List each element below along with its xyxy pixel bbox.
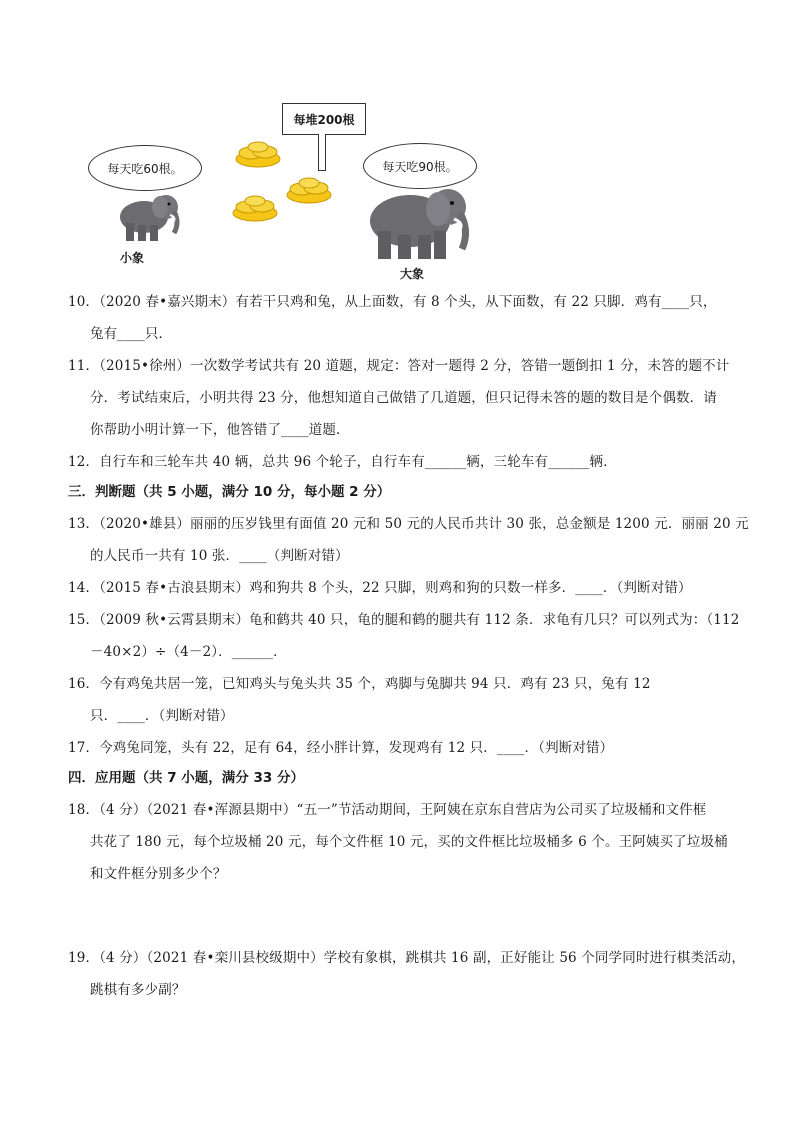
question-15-line-1: 15．（2009 秋•云霄县期末）龟和鹤共 40 只，龟的腿和鹤的腿共有 112 条．求龟有几只？可以列式为：（112 (68, 612, 740, 628)
small-elephant-label: 小象 (120, 251, 145, 265)
question-18-line-2: 共花了 180 元，每个垃圾桶 20 元，每个文件框 10 元，买的文件框比垃圾桶多 6 个。王阿姨买了垃圾桶 (90, 834, 728, 850)
question-14: 14．（2015 春•古浪县期末）鸡和狗共 8 个头，22 只脚，则鸡和狗的只数一样多．____．（判断对错） (68, 580, 692, 596)
question-16-line-1: 16．今有鸡兔共居一笼，已知鸡头与兔头共 35 个，鸡脚与兔脚共 94 只．鸡有 23 只，兔有 12 (68, 676, 651, 692)
question-18-line-3: 和文件框分别多少个？ (90, 866, 227, 882)
question-15-line-2: －40×2）÷（4－2）．______． (90, 644, 287, 660)
big-elephant-label: 大象 (400, 267, 425, 281)
big-elephant-icon (360, 179, 480, 263)
banana-pile-icon (230, 193, 280, 223)
small-elephant-speech-bubble: 每天吃60根。 (88, 145, 202, 191)
banana-pile-icon (233, 139, 283, 169)
pile-sign: 每堆200根 (282, 103, 366, 135)
question-13-line-1: 13．（2020•雄县）丽丽的压岁钱里有面值 20 元和 50 元的人民币共计 30 张，总金额是 1200 元．丽丽 20 元 (68, 516, 749, 532)
question-18-line-1: 18．（4 分）（2021 春•浑源县期中）“五一”节活动期间，王阿姨在京东自营店为公司买了垃圾桶和文件框 (68, 802, 707, 818)
question-11-line-1: 11．（2015•徐州）一次数学考试共有 20 道题，规定：答对一题得 2 分，答错一题倒扣 1 分，未答的题不计 (68, 358, 730, 374)
question-10-line-1: 10．（2020 春•嘉兴期末）有若干只鸡和兔，从上面数，有 8 个头，从下面数，有 22 只脚．鸡有____只， (68, 294, 717, 310)
section-3-heading: 三．判断题（共 5 小题，满分 10 分，每小题 2 分） (68, 484, 391, 500)
sign-post (318, 134, 326, 171)
banana-pile-icon (284, 175, 334, 205)
question-19-line-2: 跳棋有多少副？ (90, 982, 186, 998)
question-10-line-2: 兔有____只． (90, 326, 173, 342)
section-4-heading: 四．应用题（共 7 小题，满分 33 分） (68, 770, 304, 786)
question-13-line-2: 的人民币一共有 10 张．____（判断对错） (90, 548, 349, 564)
small-elephant-icon (114, 187, 184, 245)
question-16-line-2: 只．____．（判断对错） (90, 708, 234, 724)
question-11-line-2: 分．考试结束后，小明共得 23 分，他想知道自己做错了几道题，但只记得未答的题的数目是个偶数．请 (90, 390, 717, 406)
elephant-illustration (80, 95, 500, 285)
question-11-line-3: 你帮助小明计算一下，他答错了____道题． (90, 422, 350, 438)
question-12: 12．自行车和三轮车共 40 辆，总共 96 个轮子，自行车有______辆，三轮车有______辆． (68, 454, 617, 470)
question-19-line-1: 19．（4 分）（2021 春•栾川县校级期中）学校有象棋，跳棋共 16 副，正好能让 56 个同学同时进行棋类活动， (68, 950, 746, 966)
big-elephant-speech-bubble: 每天吃90根。 (363, 143, 477, 189)
question-17: 17．今鸡兔同笼，头有 22，足有 64，经小胖计算，发现鸡有 12 只．____．（判断对错） (68, 740, 614, 756)
